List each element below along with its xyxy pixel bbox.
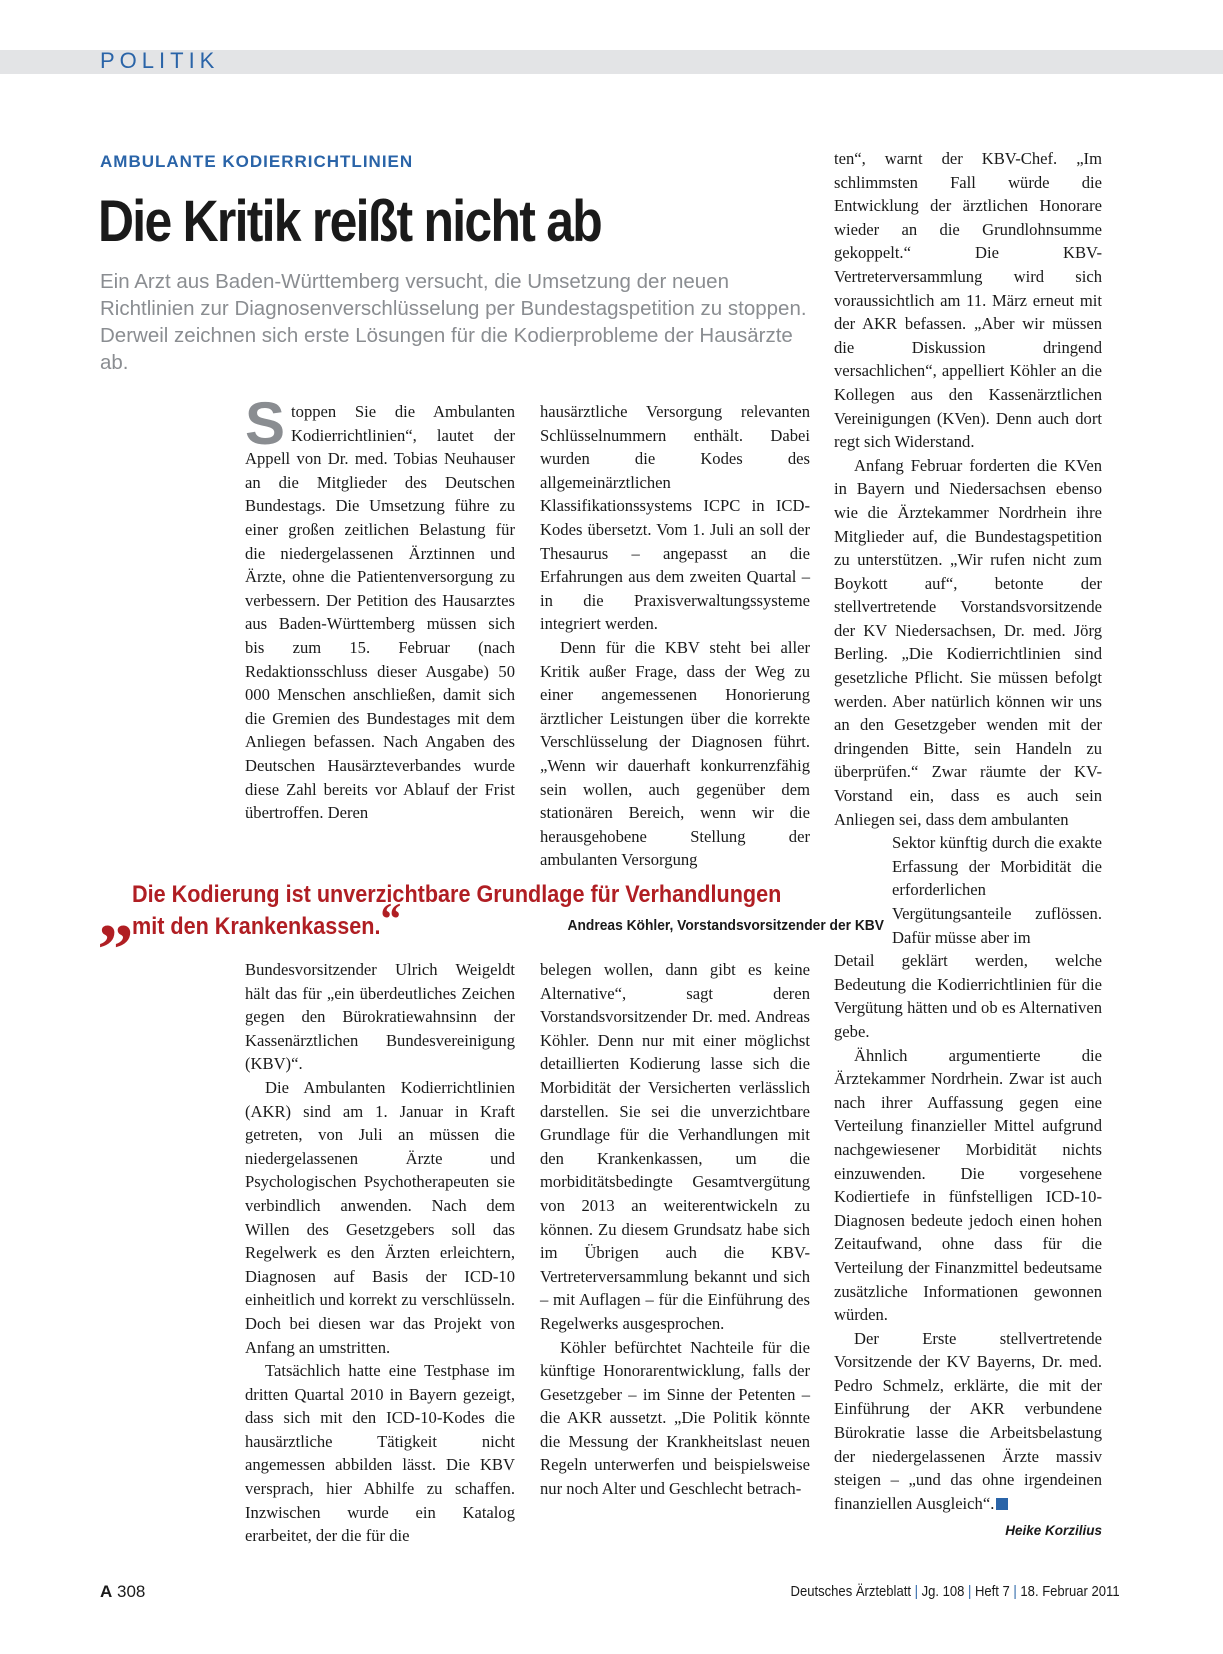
paragraph-text: toppen Sie die Ambulanten Kodierrichtlinien“, lautet der Appell von Dr. med. Tobias Neuhauser an die Mitglieder des Deutschen Bundestags. Die Umsetzung führe zu einer großen zeitlichen Belastung für die niedergelassenen Ärztinnen und Ärzte, ohne die Patientenversorgung zu verbessern. Der Petition des Hausarztes aus Baden-Württemberg müssen sich bis zum 15. Februar (nach Redaktionsschluss dieser Ausgabe) 50 000 Menschen anschließen, damit sich die Gremien des Bundestages mit dem Anliegen befassen. Nach Angaben des Deutschen Hausärzteverbandes wurde diese Zahl bereits vor Ablauf der Frist übertroffen. Deren — [245, 402, 515, 823]
journal-info — [791, 1584, 1120, 1600]
journal-name: Deutsches Ärzteblatt — [790, 1584, 912, 1600]
paragraph — [834, 1327, 1102, 1516]
pull-quote-body: Die Kodierung ist unverzichtbare Grundlage für Verhandlungen mit den Krankenkassen. — [132, 881, 782, 940]
paragraph: Ähnlich argumentierte die Ärztekammer Nordrhein. Zwar ist auch nach ihrer Auffassung gegen eine Verteilung finanzieller Mittel aufgrund nachgewiesener Morbidität nichts einzuwenden. Die vorgesehene Kodiertiefe in fünfstelligen ICD-10-Diagnosen bedeute jedoch einen hohen Zeitaufwand, ohne dass für die Verteilung der Finanzmittel bedeutsame zusätzliche Informationen gewonnen würden. — [834, 1045, 1102, 1325]
issue: Heft 7 — [975, 1584, 1011, 1600]
page-number-value: 308 — [117, 1582, 146, 1601]
paragraph: Detail geklärt werden, welche Bedeutung die Kodierrichtlinien für die Vergütung hätten und ob es Alternativen gebe. — [834, 951, 1102, 1041]
separator: | — [1013, 1584, 1018, 1600]
column-3 — [834, 147, 1102, 1543]
paragraph: Köhler befürchtet Nachteile für die künftige Honorarentwicklung, falls der Gesetzgeber – im Sinne der Petenten – die AKR aussetzt. „Die Politik könnte die Messung der Krankheitslast neuen Regeln unterwerfen und beispielsweise nur noch Alter und Geschlecht betrach- — [540, 1337, 810, 1499]
kicker: AMBULANTE KODIERRICHTLINIEN — [100, 152, 414, 171]
paragraph: Sektor künftig durch die exakte Erfassung der Morbidität die erforderlichen Vergütungsanteile zuflössen. Dafür müsse aber im — [892, 833, 1102, 947]
end-mark-icon — [996, 1498, 1008, 1510]
separator: | — [914, 1584, 919, 1600]
paragraph: belegen wollen, dann gibt es keine Alternative“, sagt deren Vorstandsvorsitzender Dr. med. Andreas Köhler. Denn nur mit einer möglichst detaillierten Kodierung lasse sich die Morbidität der Versicherten verlässlich darstellen. Sie sei die unverzichtbare Grundlage für die Verhandlungen mit den Krankenkassen, um die morbiditätsbedingte Gesamtvergütung von 2013 an weiterentwickeln zu können. Zu diesem Grundsatz habe sich im Übrigen auch die KBV-Vertreterversammlung bekannt und sich – mit Auflagen – für die Einführung des Regelwerks ausgesprochen. — [540, 960, 810, 1333]
paragraph: Die Ambulanten Kodierrichtlinien (AKR) sind am 1. Januar in Kraft getreten, von Juli an müssen die niedergelassenen Ärzte und Psychologischen Psychotherapeuten sie verbindlich anwenden. Nach dem Willen des Gesetzgebers soll das Regelwerk es den Ärzten erleichtern, Diagnosen auf Basis der ICD-10 einheitlich und korrekt zu verschlüsseln. Doch bei diesen war das Projekt von Anfang an umstritten. — [245, 1077, 515, 1357]
page-number — [100, 1582, 145, 1602]
paragraph — [245, 390, 515, 825]
drop-cap: S — [245, 390, 286, 457]
paragraph: hausärztliche Versorgung relevanten Schlüsselnummern enthält. Dabei wurden die Kodes des allgemeinärztlichen Klassifikationssystems ICPC in ICD-Kodes übersetzt. Vom 1. Juli an soll der Thesaurus – angepasst an die Erfahrungen aus dem zweiten Quartal – in die Praxisverwaltungssysteme integriert werden. — [540, 402, 810, 634]
column-2-bottom — [540, 958, 810, 1501]
column-1-bottom — [245, 958, 515, 1548]
author: Heike Korzilius — [1005, 1523, 1102, 1539]
column-2-top — [540, 400, 810, 872]
column-1-top — [245, 390, 515, 825]
paragraph: Denn für die KBV steht bei aller Kritik außer Frage, dass der Weg zu einer angemessenen Honorierung ärztlicher Leistungen über die korrekte Verschlüsselung der Diagnosen führt. „Wenn wir dauerhaft konkurrenzfähig sein wollen, auch gegenüber dem stationären Bereich, wenn wir die herausgehobene Stellung der ambulanten Versorgung — [540, 637, 810, 870]
paragraph: Tatsächlich hatte eine Testphase im dritten Quartal 2010 in Bayern gezeigt, dass sich mit den ICD-10-Kodes die hausärztliche Tätigkeit nicht angemessen abbilden lässt. Die KBV versprach, hier Abhilfe zu schaffen. Inzwischen wurde ein Katalog erarbeitet, der die für die — [245, 1361, 515, 1546]
page-title: Die Kritik reißt nicht ab — [98, 189, 602, 254]
separator: | — [968, 1584, 972, 1600]
paragraph-text: Der Erste stellvertretende Vorsitzende der KV Bayerns, Dr. med. Pedro Schmelz, erklärte, die mit der Einführung der AKR verbundene Bürokratie lasse die Arbeitsbelastung der niedergelassenen Ärzte massiv steigen – „und das ohne irgendeinen finanziellen Ausgleich“. — [834, 1328, 1102, 1513]
page-letter: A — [100, 1582, 113, 1601]
pull-quote-attribution: Andreas Köhler, Vorstandsvorsitzender der KBV — [567, 917, 884, 934]
section-label: POLITIK — [100, 48, 220, 73]
quote-open-mark: „ — [98, 872, 134, 952]
quote-close-mark: “ — [380, 893, 402, 944]
lead-paragraph: Ein Arzt aus Baden-Württemberg versucht, die Umsetzung der neuen Richtlinien zur Diagnosenverschlüsselung per Bundestagspetition zu stoppen. Derweil zeichnen sich erste Lösungen für die Kodierprobleme der Hausärzte ab. — [100, 270, 807, 374]
paragraph: Anfang Februar forderten die KVen in Bayern und Niedersachsen ebenso wie die Ärztekammer Nordrhein ihre Mitglieder auf, die Bundestagspetition zu unterstützen. „Wir rufen nicht zum Boykott auf“, betonte der stellvertretende Vorstandsvorsitzende der KV Niedersachsen, Dr. med. Jörg Berling. „Die Kodierrichtlinien sind gesetzliche Pflicht. Sie müssen befolgt werden. Aber natürlich können wir uns an den Gesetzgeber wenden mit der dringenden Bitte, sein Handeln zu überprüfen.“ Zwar räumte der KV-Vorstand ein, dass es auch sein Anliegen sei, dass dem ambulanten — [834, 455, 1102, 829]
paragraph: ten“, warnt der KBV-Chef. „Im schlimmsten Fall würde die Entwicklung der ärztlichen Honorare wieder an die Grundlohnsumme gekoppelt.“ Die KBV-Vertreterversammlung wird sich voraussichtlich am 11. März erneut mit der AKR befassen. „Aber wir müssen die Diskussion dringend versachlichen“, appelliert Köhler an die Kollegen aus den Kassenärztlichen Vereinigungen (KVen). Denn auch dort regt sich Widerstand. — [834, 149, 1102, 452]
issue-date: 18. Februar 2011 — [1020, 1584, 1120, 1600]
volume: Jg. 108 — [922, 1584, 965, 1600]
paragraph: Bundesvorsitzender Ulrich Weigeldt hält das für „ein überdeutliches Zeichen gegen den Bürokratiewahnsinn der Kassenärztlichen Bundesvereinigung (KBV)“. — [245, 960, 515, 1074]
